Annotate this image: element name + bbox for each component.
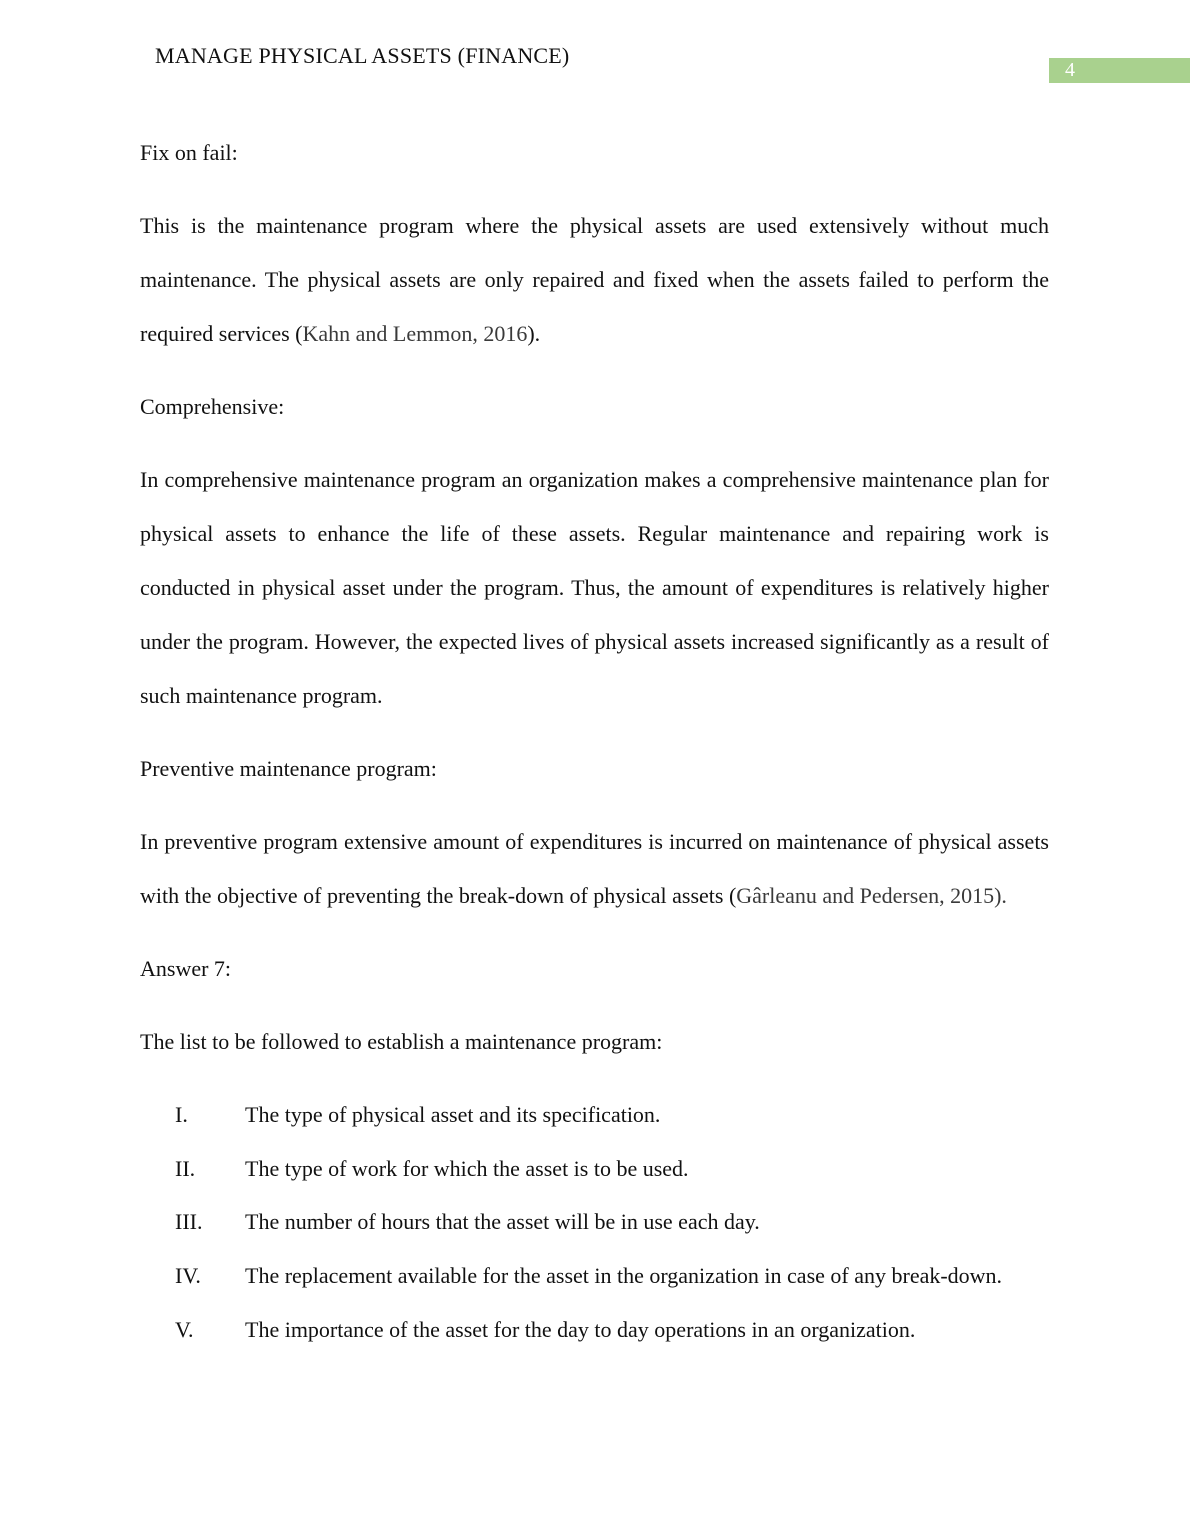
maintenance-steps-list <box>140 1088 1049 1356</box>
running-head: MANAGE PHYSICAL ASSETS (FINANCE) <box>155 43 570 68</box>
list-item <box>140 1195 1049 1249</box>
list-item-text: The importance of the asset for the day to day operations in an organization. <box>245 1316 916 1342</box>
list-item-number: II. <box>175 1155 196 1181</box>
paragraph-text: This is the maintenance program where the physical assets are used extensively without much maintenance. The physical assets are only repaired and fixed when the assets failed to perform the required services ( <box>140 213 1049 346</box>
citation-close: ). <box>527 321 541 346</box>
list-item <box>140 1142 1049 1196</box>
paragraph-fix-on-fail <box>140 199 1049 361</box>
page-number: 4 <box>1065 59 1075 81</box>
list-item-text: The number of hours that the asset will be in use each day. <box>245 1209 760 1235</box>
page-number-badge <box>1049 58 1190 83</box>
list-item-number: V. <box>175 1316 194 1342</box>
list-item-number: IV. <box>175 1263 201 1289</box>
heading-answer-7: Answer 7: <box>140 956 232 981</box>
citation: Gârleanu and Pedersen, 2015 <box>736 883 995 908</box>
heading-preventive: Preventive maintenance program: <box>140 756 437 781</box>
heading-comprehensive: Comprehensive: <box>140 394 285 419</box>
list-intro: The list to be followed to establish a maintenance program: <box>140 1029 663 1054</box>
list-item-number: I. <box>175 1102 188 1127</box>
list-item-text: The replacement available for the asset in the organization in case of any break-down. <box>245 1263 1003 1289</box>
paragraph-text: In preventive program extensive amount of expenditures is incurred on maintenance of physical assets with the objective of preventing the break-down of physical assets ( <box>140 829 1049 908</box>
list-item-number: III. <box>175 1209 203 1235</box>
list-item-text: The type of physical asset and its specification. <box>245 1102 661 1127</box>
paragraph-preventive <box>140 815 1049 923</box>
citation-close: ). <box>994 883 1007 908</box>
document-body <box>140 126 1049 1356</box>
list-item <box>140 1088 1049 1142</box>
paragraph-comprehensive: In comprehensive maintenance program an organization makes a comprehensive maintenance plan for physical assets to enhance the life of these assets. Regular maintenance and repairing work is conducted in physical asset under the program. Thus, the amount of expenditures is relatively higher under the program. However, the expected lives of physical assets increased significantly as a result of such maintenance program. <box>140 467 1049 708</box>
list-item <box>140 1249 1049 1303</box>
list-item <box>140 1303 1049 1357</box>
list-item-text: The type of work for which the asset is to be used. <box>245 1155 689 1181</box>
heading-fix-on-fail: Fix on fail: <box>140 140 238 165</box>
citation: Kahn and Lemmon, 2016 <box>302 321 528 346</box>
